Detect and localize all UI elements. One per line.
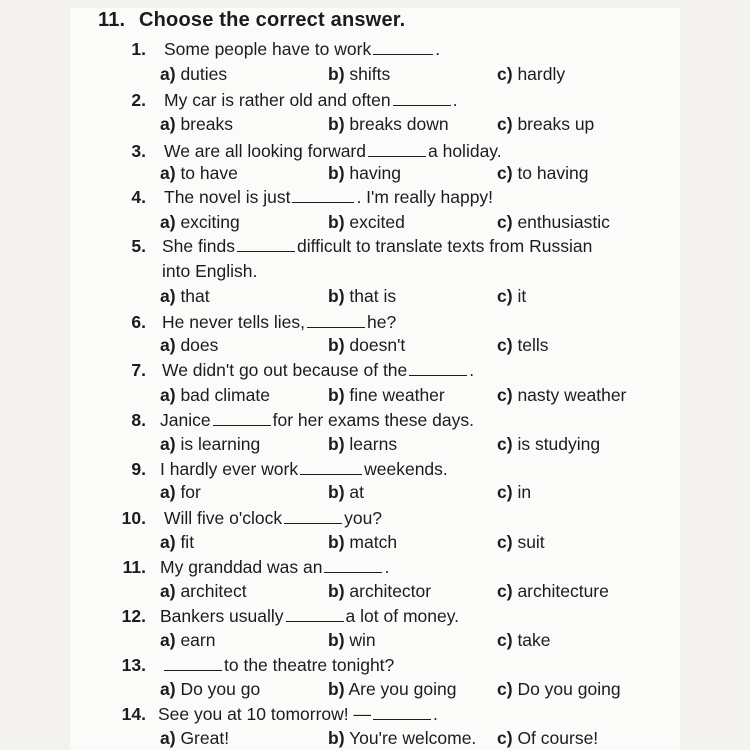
question-number: 14. <box>121 704 146 724</box>
option-text: nasty weather <box>517 385 627 405</box>
question-number: 3. <box>131 141 146 161</box>
answer-blank[interactable] <box>292 187 354 203</box>
question-ending: . I'm really happy! <box>356 187 494 207</box>
question-stem: He never tells lies, <box>162 312 305 332</box>
question-text <box>160 556 389 578</box>
question-ending: a holiday. <box>428 141 502 161</box>
question-text <box>160 409 474 431</box>
question-ending: for her exams these days. <box>272 410 474 430</box>
option-letter: c) <box>497 728 513 748</box>
option-letter: b) <box>328 728 345 748</box>
option-text: hardly <box>517 64 566 84</box>
option-letter: b) <box>328 163 345 183</box>
option-letter: c) <box>497 286 513 306</box>
answer-option-a[interactable] <box>160 285 210 307</box>
option-letter: c) <box>497 335 513 355</box>
option-text: excited <box>349 212 405 232</box>
option-text: learns <box>349 434 398 454</box>
option-letter: b) <box>328 679 345 699</box>
answer-option-c[interactable] <box>497 63 565 85</box>
option-letter: a) <box>160 482 176 502</box>
option-text: match <box>349 532 398 552</box>
answer-option-c[interactable] <box>497 580 609 602</box>
question-stem: My granddad was an <box>160 557 323 577</box>
answer-blank[interactable] <box>164 655 222 671</box>
option-text: Great! <box>180 728 230 748</box>
question-ending: you? <box>344 508 383 528</box>
question-ending: . <box>433 704 438 724</box>
option-text: enthusiastic <box>517 212 610 232</box>
answer-option-a[interactable] <box>160 63 227 85</box>
option-text: does <box>180 335 219 355</box>
answer-option-b[interactable] <box>328 727 476 749</box>
answer-option-b[interactable] <box>328 211 405 233</box>
option-letter: c) <box>497 64 513 84</box>
answer-blank[interactable] <box>300 459 362 475</box>
question-ending: weekends. <box>364 459 448 479</box>
question-text <box>160 458 448 480</box>
option-text: having <box>349 163 401 183</box>
answer-option-c[interactable] <box>497 727 598 749</box>
exercise-title <box>98 9 405 32</box>
question-text <box>162 359 474 381</box>
question-ending: . <box>452 90 458 110</box>
option-text: in <box>517 482 532 502</box>
answer-option-b[interactable] <box>328 531 397 553</box>
question-text <box>164 38 440 60</box>
option-text: is learning <box>180 434 261 454</box>
option-letter: a) <box>160 679 176 699</box>
answer-blank[interactable] <box>213 410 271 426</box>
option-text: for <box>180 482 201 502</box>
question-stem: See you at 10 tomorrow! — <box>158 704 372 724</box>
answer-option-c[interactable] <box>497 481 531 503</box>
answer-option-b[interactable] <box>328 113 449 135</box>
question-stem: We didn't go out because of the <box>162 360 408 380</box>
question-number: 8. <box>131 410 146 430</box>
option-letter: c) <box>497 434 513 454</box>
option-letter: a) <box>160 434 176 454</box>
question-number: 9. <box>131 459 146 479</box>
answer-option-b[interactable] <box>328 481 364 503</box>
question-stem: Bankers usually <box>160 606 284 626</box>
answer-blank[interactable] <box>368 141 426 157</box>
question-ending: . <box>469 360 475 380</box>
option-letter: a) <box>160 114 176 134</box>
option-letter: c) <box>497 482 513 502</box>
option-text: take <box>517 630 551 650</box>
answer-option-a[interactable] <box>160 433 260 455</box>
question-continuation: into English. <box>162 261 258 281</box>
option-letter: c) <box>497 114 513 134</box>
option-text: tells <box>517 335 549 355</box>
option-letter: c) <box>497 385 513 405</box>
question-number: 7. <box>131 360 146 380</box>
answer-option-a[interactable] <box>160 629 215 651</box>
option-text: is studying <box>517 434 601 454</box>
answer-option-c[interactable] <box>497 531 545 553</box>
option-letter: b) <box>328 335 345 355</box>
answer-blank[interactable] <box>409 360 467 376</box>
answer-option-a[interactable] <box>160 113 233 135</box>
question-ending: . <box>435 39 441 59</box>
answer-option-a[interactable] <box>160 580 247 602</box>
option-letter: c) <box>497 163 513 183</box>
option-letter: c) <box>497 630 513 650</box>
answer-blank[interactable] <box>373 39 433 55</box>
option-letter: a) <box>160 286 176 306</box>
answer-option-c[interactable] <box>497 113 594 135</box>
option-letter: c) <box>497 679 513 699</box>
question-stem: Will five o'clock <box>164 508 283 528</box>
option-letter: a) <box>160 163 176 183</box>
question-text <box>158 703 438 725</box>
question-text <box>162 311 396 333</box>
question-stem: She finds <box>162 236 235 256</box>
option-letter: c) <box>497 532 513 552</box>
question-stem: The novel is just <box>164 187 291 207</box>
option-text: breaks up <box>517 114 595 134</box>
question-number: 11. <box>122 557 146 577</box>
question-number: 12. <box>121 606 146 626</box>
answer-blank[interactable] <box>324 557 382 573</box>
question-number: 2. <box>131 90 146 110</box>
option-letter: c) <box>497 581 513 601</box>
answer-option-a[interactable] <box>160 384 270 406</box>
exercise-number: 11. <box>98 9 126 31</box>
question-stem: We are all looking forward <box>164 141 366 161</box>
option-letter: b) <box>328 64 345 84</box>
question-text <box>164 507 382 529</box>
option-letter: c) <box>497 212 513 232</box>
answer-option-b[interactable] <box>328 285 396 307</box>
option-letter: b) <box>328 581 345 601</box>
option-text: suit <box>517 532 545 552</box>
question-text <box>164 140 502 162</box>
question-number: 4. <box>131 187 146 207</box>
answer-option-c[interactable] <box>497 629 551 651</box>
question-number: 6. <box>131 312 146 332</box>
option-text: that is <box>349 286 397 306</box>
option-text: exciting <box>180 212 240 232</box>
option-text: bad climate <box>180 385 270 405</box>
answer-option-c[interactable] <box>497 433 600 455</box>
question-number: 10. <box>121 508 146 528</box>
question-ending: difficult to translate texts from Russian <box>296 236 593 256</box>
answer-blank[interactable] <box>237 236 295 252</box>
answer-option-b[interactable] <box>328 63 390 85</box>
answer-option-b[interactable] <box>328 162 401 184</box>
answer-option-a[interactable] <box>160 531 194 553</box>
option-text: it <box>517 286 527 306</box>
answer-blank[interactable] <box>373 704 431 720</box>
answer-option-a[interactable] <box>160 727 229 749</box>
exercise-title-text: Choose the correct answer. <box>139 9 406 31</box>
answer-option-c[interactable] <box>497 285 526 307</box>
question-ending: he? <box>366 312 397 332</box>
answer-option-a[interactable] <box>160 678 260 700</box>
answer-option-a[interactable] <box>160 162 238 184</box>
option-letter: b) <box>328 482 345 502</box>
option-text: that <box>180 286 210 306</box>
option-letter: a) <box>160 581 176 601</box>
question-ending: . <box>384 557 390 577</box>
option-text: fine weather <box>349 385 445 405</box>
option-letter: b) <box>328 532 345 552</box>
option-text: to have <box>180 163 238 183</box>
option-text: to having <box>517 163 589 183</box>
option-text: doesn't <box>349 335 406 355</box>
answer-option-b[interactable] <box>328 678 456 700</box>
option-text: breaks <box>180 114 233 134</box>
question-stem: Some people have to work <box>164 39 372 59</box>
answer-option-b[interactable] <box>328 629 376 651</box>
answer-blank[interactable] <box>286 606 344 622</box>
option-letter: b) <box>328 286 345 306</box>
answer-blank[interactable] <box>307 312 365 328</box>
question-stem: Janice <box>160 410 211 430</box>
option-text: fit <box>180 532 195 552</box>
answer-option-a[interactable] <box>160 211 240 233</box>
option-text: earn <box>180 630 216 650</box>
option-letter: a) <box>160 64 176 84</box>
answer-option-c[interactable] <box>497 334 549 356</box>
answer-option-c[interactable] <box>497 211 610 233</box>
option-letter: b) <box>328 114 345 134</box>
answer-blank[interactable] <box>393 90 451 106</box>
question-number: 5. <box>131 236 146 256</box>
question-number: 13. <box>121 655 146 675</box>
answer-option-b[interactable] <box>328 334 405 356</box>
option-text: Do you going <box>517 679 621 699</box>
option-text: architector <box>349 581 432 601</box>
question-text <box>162 654 394 676</box>
option-text: shifts <box>349 64 391 84</box>
option-text: at <box>349 482 365 502</box>
option-text: You're welcome. <box>349 728 477 748</box>
option-letter: a) <box>160 532 176 552</box>
option-text: Are you going <box>348 679 457 699</box>
option-letter: a) <box>160 335 176 355</box>
option-letter: a) <box>160 630 176 650</box>
option-letter: b) <box>328 630 345 650</box>
question-text <box>164 89 458 111</box>
answer-option-b[interactable] <box>328 384 445 406</box>
option-letter: b) <box>328 212 345 232</box>
option-text: Of course! <box>517 728 599 748</box>
option-text: Do you go <box>180 679 261 699</box>
answer-blank[interactable] <box>284 508 342 524</box>
answer-option-c[interactable] <box>497 384 626 406</box>
answer-option-c[interactable] <box>497 678 621 700</box>
answer-option-a[interactable] <box>160 481 201 503</box>
question-text <box>162 235 592 257</box>
question-text <box>160 605 459 627</box>
question-text <box>164 186 493 208</box>
question-stem: I hardly ever work <box>160 459 299 479</box>
answer-option-b[interactable] <box>328 580 431 602</box>
option-letter: a) <box>160 385 176 405</box>
option-text: breaks down <box>349 114 449 134</box>
question-ending: to the theatre tonight? <box>224 655 395 675</box>
option-letter: b) <box>328 385 345 405</box>
question-stem: My car is rather old and often <box>164 90 391 110</box>
option-text: architecture <box>517 581 609 601</box>
question-number: 1. <box>131 39 146 59</box>
option-letter: a) <box>160 728 176 748</box>
question-ending: a lot of money. <box>345 606 460 626</box>
option-letter: a) <box>160 212 176 232</box>
answer-option-c[interactable] <box>497 162 588 184</box>
answer-option-b[interactable] <box>328 433 397 455</box>
option-letter: b) <box>328 434 345 454</box>
answer-option-a[interactable] <box>160 334 218 356</box>
option-text: architect <box>180 581 247 601</box>
option-text: win <box>349 630 376 650</box>
option-text: duties <box>180 64 228 84</box>
